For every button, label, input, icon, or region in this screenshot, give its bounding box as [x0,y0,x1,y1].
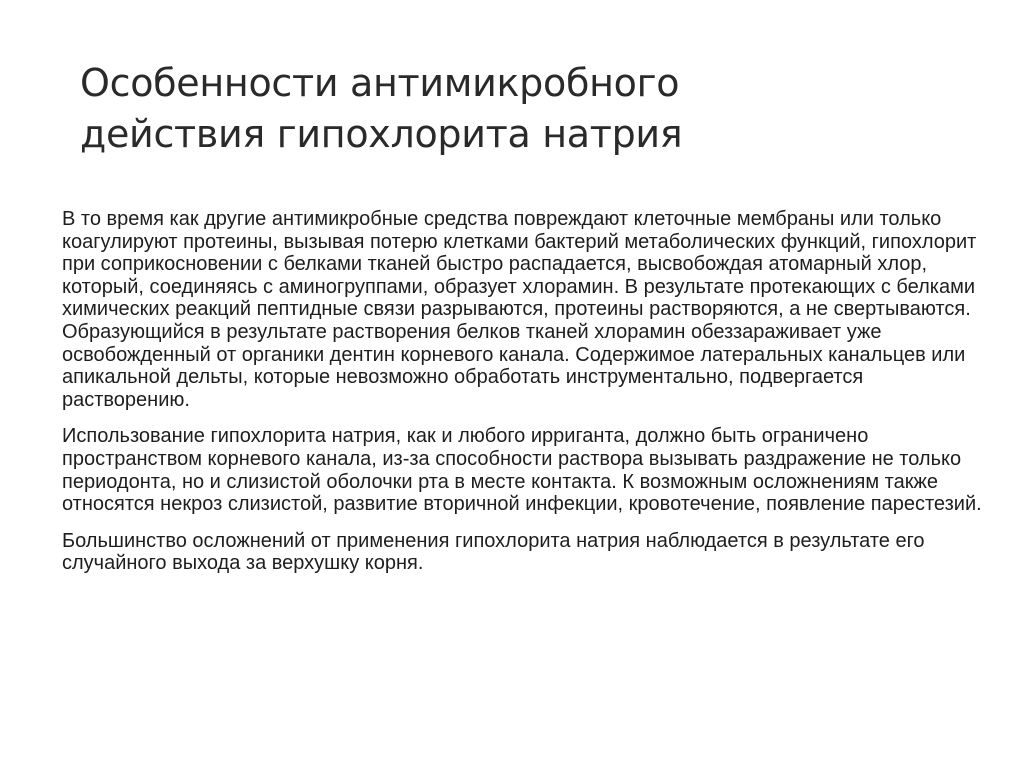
paragraph-usage-limits: Использование гипохлорита натрия, как и любого ирриганта, должно быть ограничено пространством корневого канала, из-за способности раствора вызывать раздражение не только периодонта, но и слизистой оболочки рта в месте контакта. К возможным осложнениям также относятся некроз слизистой, развитие вторичной инфекции, кровотечение, появление парестезий. [62,425,982,516]
slide-title-line-2: действия гипохлорита натрия [80,112,683,156]
paragraph-complications: Большинство осложнений от применения гипохлорита натрия наблюдается в результате его случайного выхода за верхушку корня. [62,529,925,575]
slide-title-line-1: Особенности антимикробного [80,61,680,105]
slide-title [80,58,960,160]
paragraph-mechanism: В то время как другие антимикробные средства повреждают клеточные мембраны или только коагулируют протеины, вызывая потерю клетками бактерий метаболических функций, гипохлорит при соприкосновении с белками тканей быстро распадается, высвобождая атомарный хлор, который, соединяясь с аминогруппами, образует хлорамин. В результате протекающих с белками химических реакций пептидные связи разрываются, протеины растворяются, а не свертываются. Образующийся в результате растворения белков тканей хлорамин обеззараживает уже освобожденный от органики дентин корневого канала. Содержимое латеральных канальцев или апикальной дельты, которые невозможно обработать инструментально, подвергается растворению. [62,208,977,411]
slide-body [62,208,982,589]
